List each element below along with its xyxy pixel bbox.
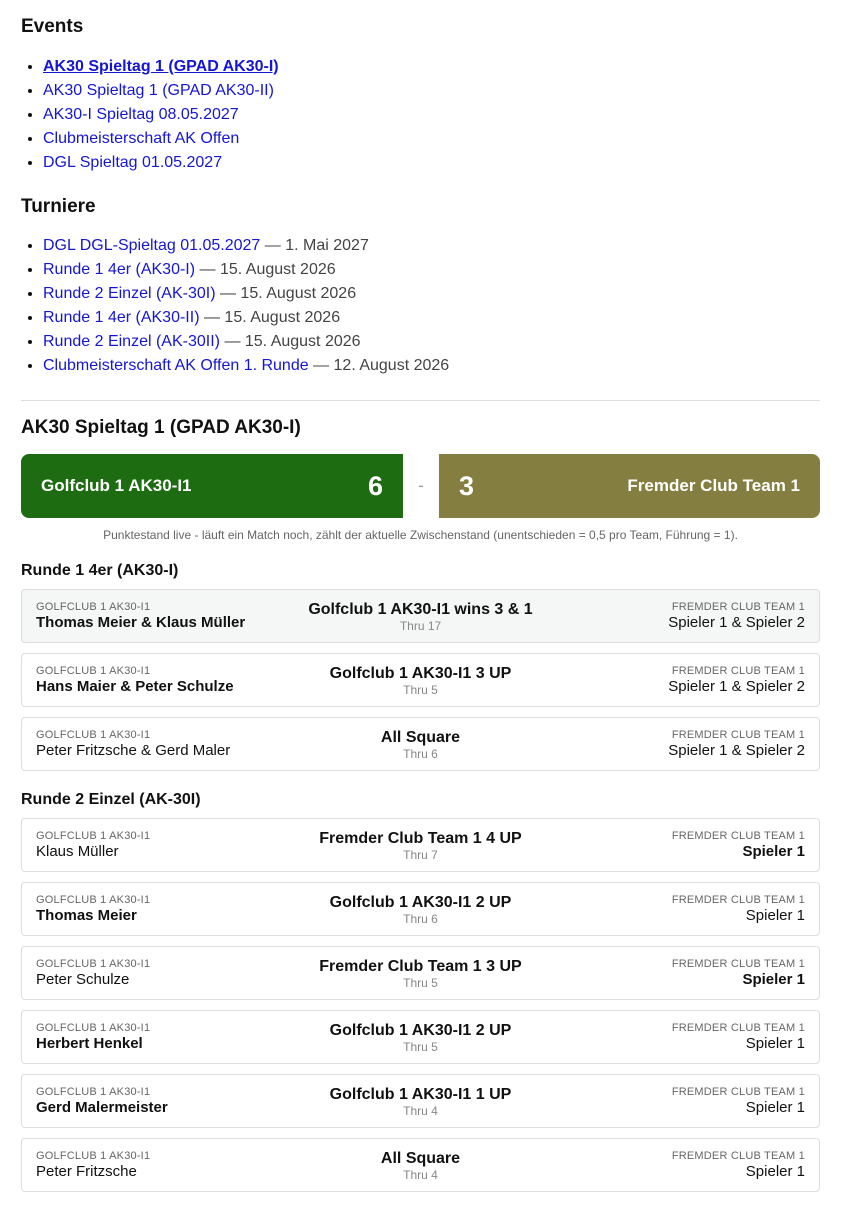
away-side [545, 830, 805, 861]
away-players: Spieler 1 & Spieler 2 [668, 677, 805, 695]
turnier-date: — 12. August 2026 [313, 357, 450, 374]
match-card [21, 818, 820, 872]
home-players: Peter Schulze [36, 970, 130, 988]
match-status: All Square [380, 728, 461, 746]
turnier-date: — 1. Mai 2027 [264, 237, 369, 254]
away-side [545, 1086, 805, 1117]
home-team-score: 6 [367, 470, 383, 501]
scoreboard [21, 454, 820, 518]
turnier-link[interactable]: DGL DGL-Spieltag 01.05.2027 [43, 237, 261, 254]
away-team-name: Fremder Club Team 1 [627, 476, 800, 495]
away-team-score: 3 [459, 470, 475, 501]
match-section [21, 417, 820, 1192]
home-club-label: GOLFCLUB 1 AK30-I1 [36, 728, 151, 741]
match-thru: Thru 6 [403, 746, 438, 761]
match-status: Golfclub 1 AK30-I1 2 UP [329, 1021, 512, 1039]
home-club-label: GOLFCLUB 1 AK30-I1 [36, 893, 151, 906]
match-result [296, 664, 545, 697]
home-players: Peter Fritzsche & Gerd Maler [36, 741, 231, 759]
match-thru: Thru 7 [403, 847, 438, 862]
home-side [36, 729, 296, 760]
away-side [545, 958, 805, 989]
home-team-name: Golfclub 1 AK30-I1 [41, 476, 192, 495]
events-heading: Events [21, 16, 84, 37]
home-club-label: GOLFCLUB 1 AK30-I1 [36, 664, 151, 677]
events-section [21, 0, 820, 175]
away-players: Spieler 1 [745, 1162, 805, 1180]
home-players: Thomas Meier & Klaus Müller [36, 613, 246, 631]
event-list-item [43, 151, 820, 175]
match-result [296, 600, 545, 633]
turnier-list-item [43, 330, 820, 354]
away-players: Spieler 1 [745, 1098, 805, 1116]
match-status: Golfclub 1 AK30-I1 2 UP [329, 893, 512, 911]
match-card [21, 589, 820, 643]
match-card [21, 1010, 820, 1064]
match-thru: Thru 5 [403, 975, 438, 990]
home-team-panel [21, 454, 403, 518]
match-card [21, 653, 820, 707]
event-list-item [43, 55, 820, 79]
home-side [36, 1086, 296, 1117]
event-list-item [43, 79, 820, 103]
home-players: Hans Maier & Peter Schulze [36, 677, 234, 695]
home-side [36, 830, 296, 861]
away-players: Spieler 1 & Spieler 2 [668, 613, 805, 631]
turnier-date: — 15. August 2026 [224, 333, 361, 350]
event-link-dgl-spieltag[interactable]: DGL Spieltag 01.05.2027 [43, 154, 223, 171]
home-club-label: GOLFCLUB 1 AK30-I1 [36, 957, 151, 970]
match-status: Fremder Club Team 1 3 UP [319, 957, 522, 975]
match-thru: Thru 5 [403, 682, 438, 697]
home-side [36, 894, 296, 925]
score-note: Punktestand live - läuft ein Match noch, zählt der aktuelle Zwischenstand (unentschieden = 0,5 pro Team, Führung = 1). [103, 528, 738, 542]
home-side [36, 958, 296, 989]
away-team-panel [439, 454, 820, 518]
round-heading: Runde 2 Einzel (AK-30I) [21, 791, 201, 808]
home-club-label: GOLFCLUB 1 AK30-I1 [36, 600, 151, 613]
home-players: Thomas Meier [36, 906, 137, 924]
away-club-label: FREMDER CLUB TEAM 1 [671, 728, 805, 741]
match-card [21, 882, 820, 936]
event-link-ak30-i-spieltag[interactable]: AK30-I Spieltag 08.05.2027 [43, 106, 239, 123]
away-club-label: FREMDER CLUB TEAM 1 [671, 1149, 805, 1162]
match-result [296, 728, 545, 761]
turniere-section [21, 196, 820, 378]
turniere-heading: Turniere [21, 196, 96, 217]
match-card [21, 946, 820, 1000]
away-side [545, 894, 805, 925]
match-result [296, 893, 545, 926]
turnier-link[interactable]: Runde 1 4er (AK30-I) [43, 261, 196, 278]
away-club-label: FREMDER CLUB TEAM 1 [671, 957, 805, 970]
turnier-date: — 15. August 2026 [199, 261, 336, 278]
turnier-list-item [43, 234, 820, 258]
turnier-link[interactable]: Clubmeisterschaft AK Offen 1. Runde [43, 357, 309, 374]
home-club-label: GOLFCLUB 1 AK30-I1 [36, 1021, 151, 1034]
events-list [21, 55, 820, 175]
score-separator: - [418, 476, 424, 495]
turnier-link[interactable]: Runde 1 4er (AK30-II) [43, 309, 200, 326]
turnier-list-item [43, 306, 820, 330]
round-heading: Runde 1 4er (AK30-I) [21, 562, 179, 579]
match-result [296, 829, 545, 862]
away-club-label: FREMDER CLUB TEAM 1 [671, 600, 805, 613]
home-players: Klaus Müller [36, 842, 119, 860]
home-players: Herbert Henkel [36, 1034, 143, 1052]
away-club-label: FREMDER CLUB TEAM 1 [671, 1021, 805, 1034]
home-side [36, 1150, 296, 1181]
turnier-list-item [43, 354, 820, 378]
match-thru: Thru 4 [403, 1103, 438, 1118]
match-card [21, 1138, 820, 1192]
match-card [21, 1074, 820, 1128]
home-side [36, 601, 296, 632]
away-club-label: FREMDER CLUB TEAM 1 [671, 829, 805, 842]
away-side [545, 729, 805, 760]
turnier-link[interactable]: Runde 2 Einzel (AK-30I) [43, 285, 216, 302]
turnier-date: — 15. August 2026 [219, 285, 357, 302]
home-side [36, 665, 296, 696]
turnier-link[interactable]: Runde 2 Einzel (AK-30II) [43, 333, 220, 350]
away-club-label: FREMDER CLUB TEAM 1 [671, 893, 805, 906]
turnier-list-item [43, 258, 820, 282]
rounds-container [21, 562, 820, 1192]
match-status: Golfclub 1 AK30-I1 3 UP [329, 664, 512, 682]
match-thru: Thru 4 [403, 1167, 438, 1182]
match-status: Golfclub 1 AK30-I1 wins 3 & 1 [308, 600, 533, 618]
match-thru: Thru 17 [399, 618, 442, 633]
home-players: Gerd Malermeister [36, 1098, 168, 1116]
home-club-label: GOLFCLUB 1 AK30-I1 [36, 1085, 151, 1098]
turniere-list [21, 234, 820, 378]
away-club-label: FREMDER CLUB TEAM 1 [671, 1085, 805, 1098]
match-result [296, 957, 545, 990]
home-players: Peter Fritzsche [36, 1162, 137, 1180]
event-list-item [43, 103, 820, 127]
match-result [296, 1149, 545, 1182]
away-side [545, 1022, 805, 1053]
event-link-clubmeisterschaft[interactable]: Clubmeisterschaft AK Offen [43, 130, 240, 147]
home-club-label: GOLFCLUB 1 AK30-I1 [36, 1149, 151, 1162]
away-players: Spieler 1 [742, 842, 805, 860]
event-list-item [43, 127, 820, 151]
away-players: Spieler 1 [742, 970, 805, 988]
match-status: Fremder Club Team 1 4 UP [319, 829, 522, 847]
match-card [21, 717, 820, 771]
match-thru: Thru 6 [403, 911, 438, 926]
match-result [296, 1021, 545, 1054]
match-title: AK30 Spieltag 1 (GPAD AK30-I) [21, 417, 301, 438]
turnier-date: — 15. August 2026 [203, 309, 341, 326]
match-status: All Square [380, 1149, 461, 1167]
away-side [545, 1150, 805, 1181]
turnier-list-item [43, 282, 820, 306]
away-players: Spieler 1 & Spieler 2 [668, 741, 805, 759]
event-link-ak30-spieltag-1-ii[interactable]: AK30 Spieltag 1 (GPAD AK30-II) [43, 82, 274, 99]
away-players: Spieler 1 [745, 906, 805, 924]
away-club-label: FREMDER CLUB TEAM 1 [671, 664, 805, 677]
match-thru: Thru 5 [403, 1039, 438, 1054]
home-side [36, 1022, 296, 1053]
away-side [545, 665, 805, 696]
match-result [296, 1085, 545, 1118]
away-players: Spieler 1 [745, 1034, 805, 1052]
match-status: Golfclub 1 AK30-I1 1 UP [329, 1085, 512, 1103]
event-link-ak30-spieltag-1-i[interactable]: AK30 Spieltag 1 (GPAD AK30-I) [43, 58, 279, 75]
away-side [545, 601, 805, 632]
home-club-label: GOLFCLUB 1 AK30-I1 [36, 829, 151, 842]
divider [21, 400, 820, 401]
